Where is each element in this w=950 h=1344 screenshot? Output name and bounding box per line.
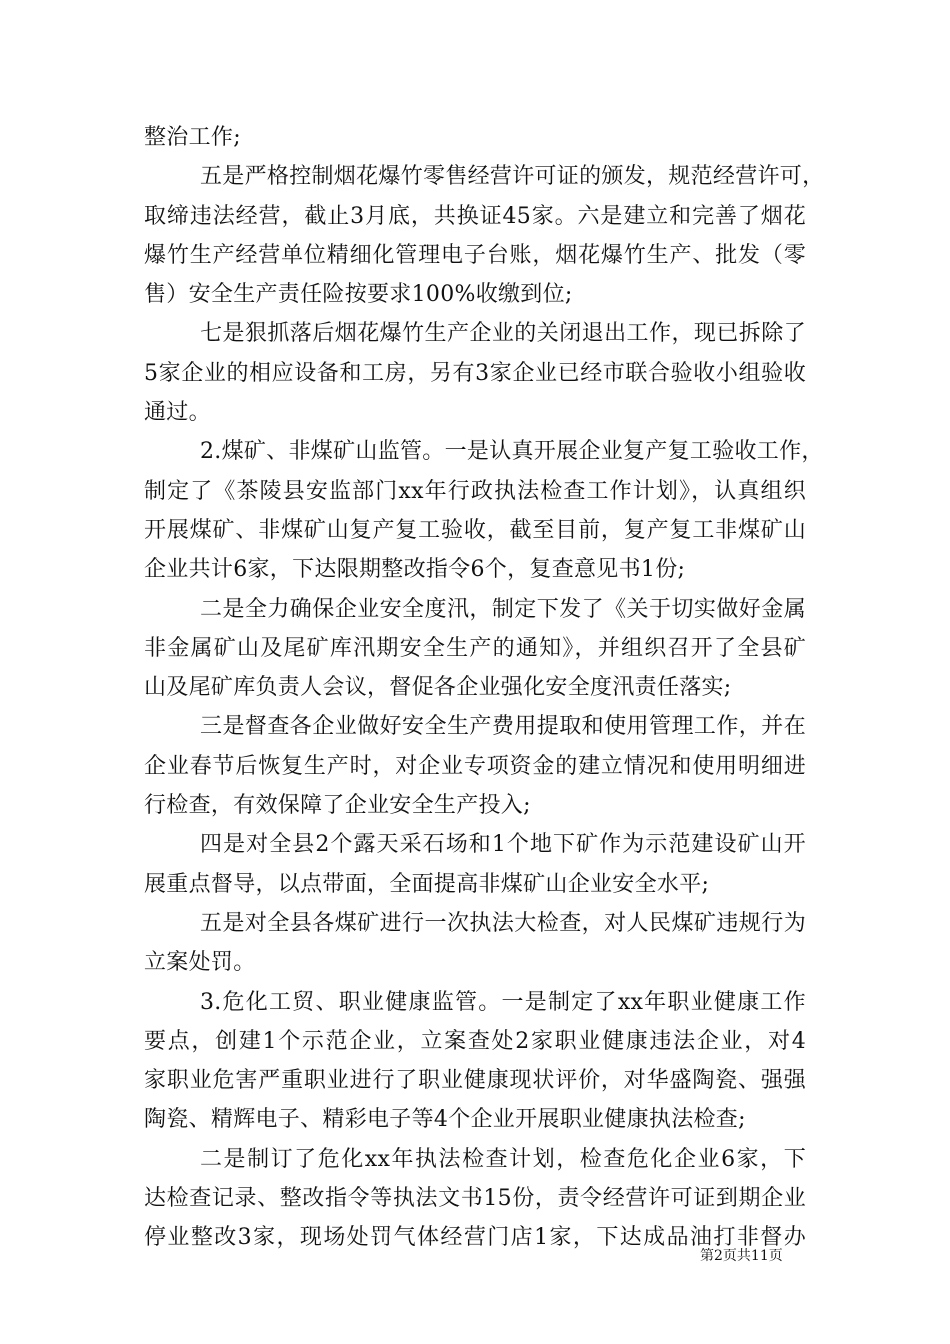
text-line: 企业春节后恢复生产时，对企业专项资金的建立情况和使用明细进	[144, 753, 806, 779]
text-line: 售）安全生产责任险按要求100%收缴到位;	[144, 282, 573, 308]
text-line: 四是对全县2个露天采石场和1个地下矿作为示范建设矿山开	[200, 832, 806, 858]
text-line: 停业整改3家，现场处罚气体经营门店1家，下达成品油打非督办	[144, 1225, 806, 1251]
text-line: 展重点督导，以点带面，全面提高非煤矿山企业安全水平;	[144, 871, 710, 897]
text-line: 3.危化工贸、职业健康监管。一是制定了xx年职业健康工作	[200, 989, 806, 1015]
text-line: 七是狠抓落后烟花爆竹生产企业的关闭退出工作，现已拆除了	[200, 321, 806, 347]
text-line: 陶瓷、精辉电子、精彩电子等4个企业开展职业健康执法检查;	[144, 1107, 746, 1133]
text-line: 制定了《茶陵县安监部门xx年行政执法检查工作计划》，认真组织	[144, 478, 806, 504]
text-line: 5家企业的相应设备和工房，另有3家企业已经市联合验收小组验收	[144, 360, 806, 386]
text-line: 要点，创建1个示范企业，立案查处2家职业健康违法企业，对4	[144, 1028, 806, 1054]
document-body	[144, 118, 825, 1258]
text-line: 二是全力确保企业安全度汛，制定下发了《关于切实做好金属	[200, 596, 806, 622]
text-line: 爆竹生产经营单位精细化管理电子台账，烟花爆竹生产、批发（零	[144, 242, 806, 268]
text-line: 2.煤矿、非煤矿山监管。一是认真开展企业复产复工验收工作，	[200, 439, 824, 465]
text-line: 行检查，有效保障了企业安全生产投入;	[144, 793, 531, 819]
text-line: 立案处罚。	[144, 950, 256, 976]
text-line: 企业共计6家，下达限期整改指令6个，复查意见书1份;	[144, 557, 686, 583]
text-line: 通过。	[144, 400, 211, 426]
text-line: 二是制订了危化xx年执法检查计划，检查危化企业6家，下	[200, 1146, 806, 1172]
text-line: 取缔违法经营，截止3月底，共换证45家。六是建立和完善了烟花	[144, 203, 806, 229]
text-line: 非金属矿山及尾矿库汛期安全生产的通知》，并组织召开了全县矿	[144, 635, 806, 661]
text-line: 五是对全县各煤矿进行一次执法大检查，对人民煤矿违规行为	[200, 910, 806, 936]
text-line: 三是督查各企业做好安全生产费用提取和使用管理工作，并在	[200, 714, 806, 740]
text-line: 达检查记录、整改指令等执法文书15份，责令经营许可证到期企业	[144, 1186, 806, 1212]
text-line: 开展煤矿、非煤矿山复产复工验收，截至目前，复产复工非煤矿山	[144, 517, 806, 543]
page-number-footer: 第2页共11页	[700, 1248, 783, 1264]
text-line: 家职业危害严重职业进行了职业健康现状评价，对华盛陶瓷、强强	[144, 1068, 806, 1094]
text-line: 山及尾矿库负责人会议，督促各企业强化安全度汛责任落实;	[144, 675, 732, 701]
text-line: 五是严格控制烟花爆竹零售经营许可证的颁发，规范经营许可，	[200, 164, 825, 190]
text-line: 整治工作;	[144, 125, 241, 150]
